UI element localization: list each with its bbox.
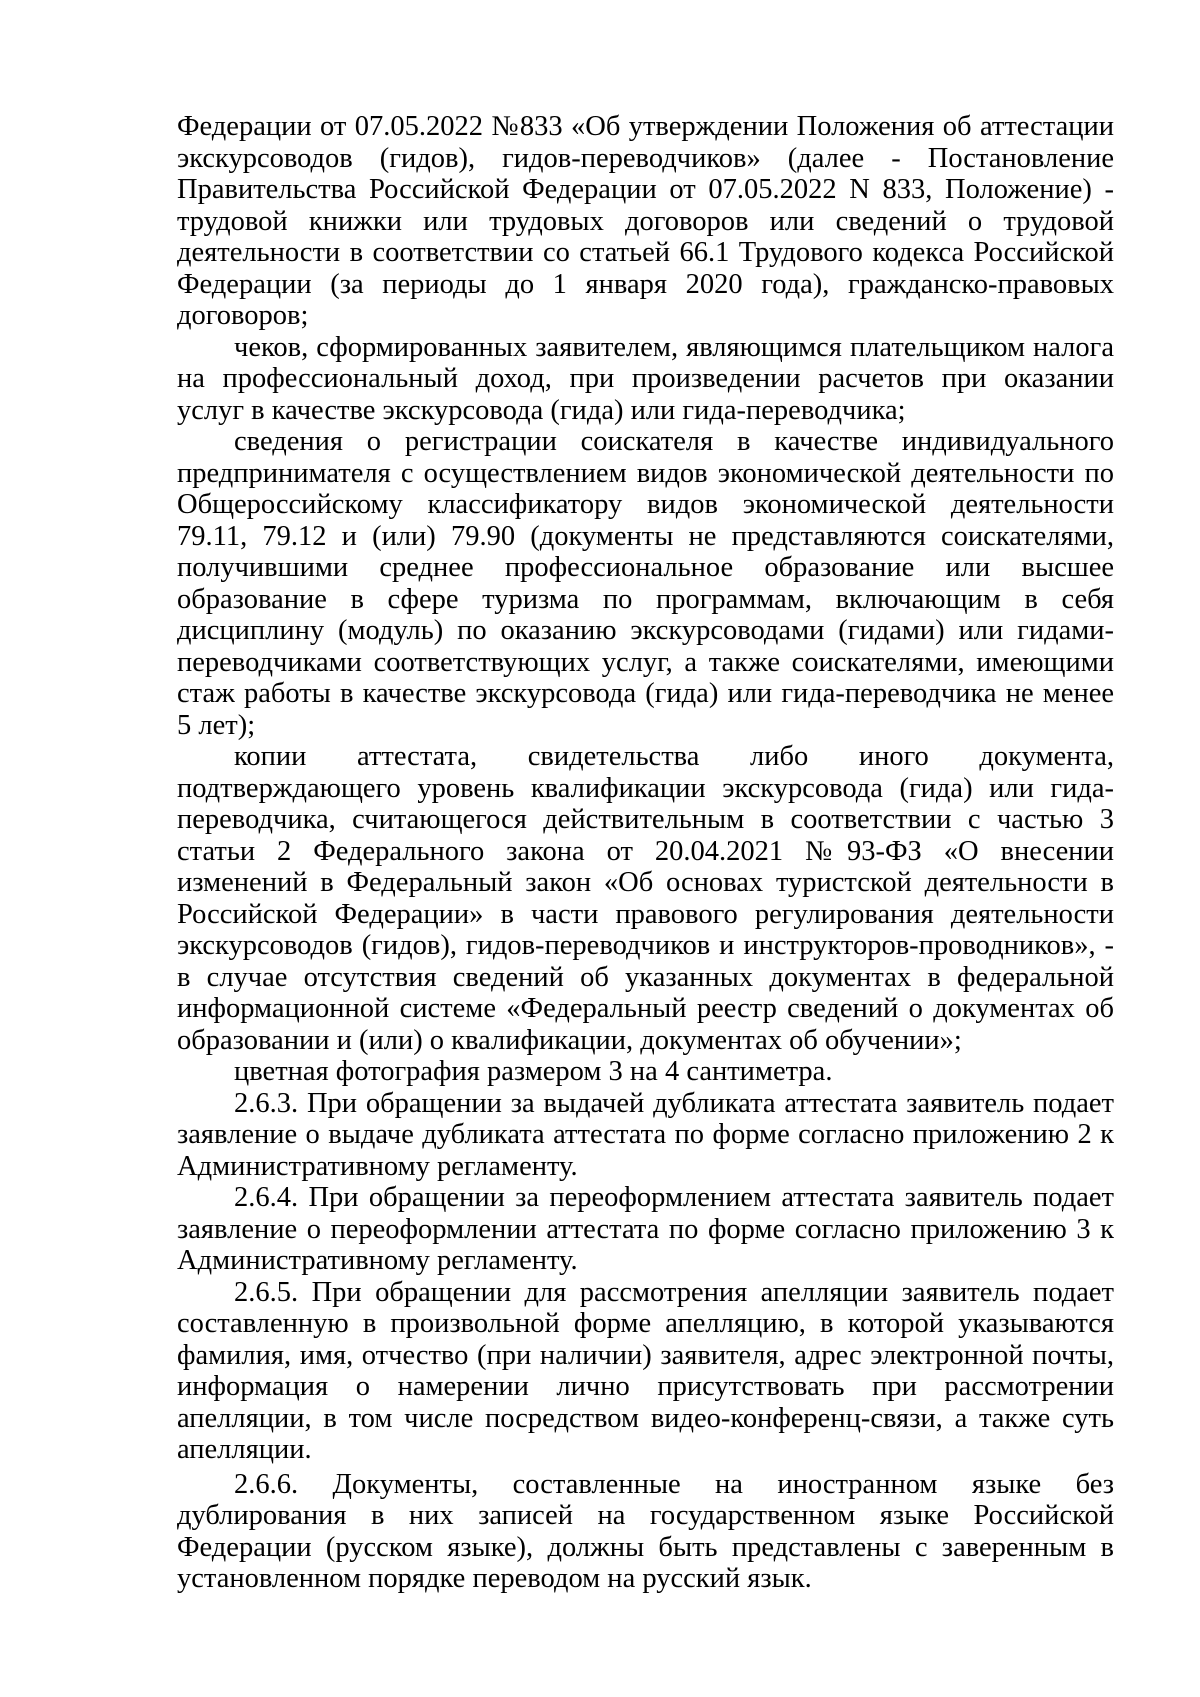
paragraph-color-photo: цветная фотография размером 3 на 4 сантиметра. [234, 1056, 833, 1087]
paragraph-2-6-5: 2.6.5. При обращении для рассмотрения апелляции заявитель подает составленную в произвольной форме апелляцию, в которой указываются фамилия, имя, отчество (при наличии) заявителя, адрес электронной почты, информация о намерении лично присутствовать при рассмотрении апелляции, в том числе посредством видео-конференц-связи, а также суть апелляции. [177, 1276, 1114, 1465]
paragraph-2-6-3: 2.6.3. При обращении за выдачей дубликата аттестата заявитель подает заявление о выдаче дубликата аттестата по форме согласно приложению 2 к Административному регламенту. [177, 1087, 1114, 1182]
paragraph-2-6-6: 2.6.6. Документы, составленные на иностранном языке без дублирования в них записей на государственном языке Российской Федерации (русском языке), должны быть представлены с заверенным в установленном порядке переводом на русский язык. [177, 1468, 1114, 1594]
paragraph-2-6-4: 2.6.4. При обращении за переоформлением аттестата заявитель подает заявление о переоформлении аттестата по форме согласно приложению 3 к Административному регламенту. [177, 1182, 1114, 1276]
paragraph-qualification-certificate-copies: копии аттестата, свидетельства либо иного документа, подтверждающего уровень квалификации экскурсовода (гида) или гида-переводчика, считающегося действительным в соответствии с частью 3 статьи 2 Федерального закона от 20.04.2021 №93-ФЗ «О внесении изменений в Федеральный закон «Об основах туристской деятельности в Российской Федерации» в части правового регулирования деятельности экскурсоводов (гидов), гидов-переводчиков и инструкторов-проводников», - в случае отсутствия сведений об указанных документах в федеральной информационной системе «Федеральный реестр сведений о документах об образовании и (или) о квалификации, документах об обучении»; [177, 741, 1114, 1056]
paragraph-tax-receipts: чеков, сформированных заявителем, являющимся плательщиком налога на профессиональный доход, при произведении расчетов при оказании услуг в качестве экскурсовода (гида) или гида-переводчика; [177, 331, 1114, 426]
paragraph-continuation-employment-documents: Федерации от 07.05.2022 №833 «Об утверждении Положения об аттестации экскурсоводов (гидов), гидов-переводчиков» (далее - Постановление Правительства Российской Федерации от 07.05.2022 N 833, Положение) - трудовой книжки или трудовых договоров или сведений о трудовой деятельности в соответствии со статьей 66.1 Трудового кодекса Российской Федерации (за периоды до 1 января 2020 года), гражданско-правовых договоров; [177, 111, 1114, 331]
paragraph-entrepreneur-registration: сведения о регистрации соискателя в качестве индивидуального предпринимателя с осуществлением видов экономической деятельности по Общероссийскому классификатору видов экономической деятельности 79.11, 79.12 и (или) 79.90 (документы не представляются соискателями, получившими среднее профессиональное образование или высшее образование в сфере туризма по программам, включающим в себя дисциплину (модуль) по оказанию экскурсоводами (гидами) или гидами-переводчиками соответствующих услуг, а также соискателями, имеющими стаж работы в качестве экскурсовода (гида) или гида-переводчика не менее 5 лет); [177, 426, 1114, 741]
